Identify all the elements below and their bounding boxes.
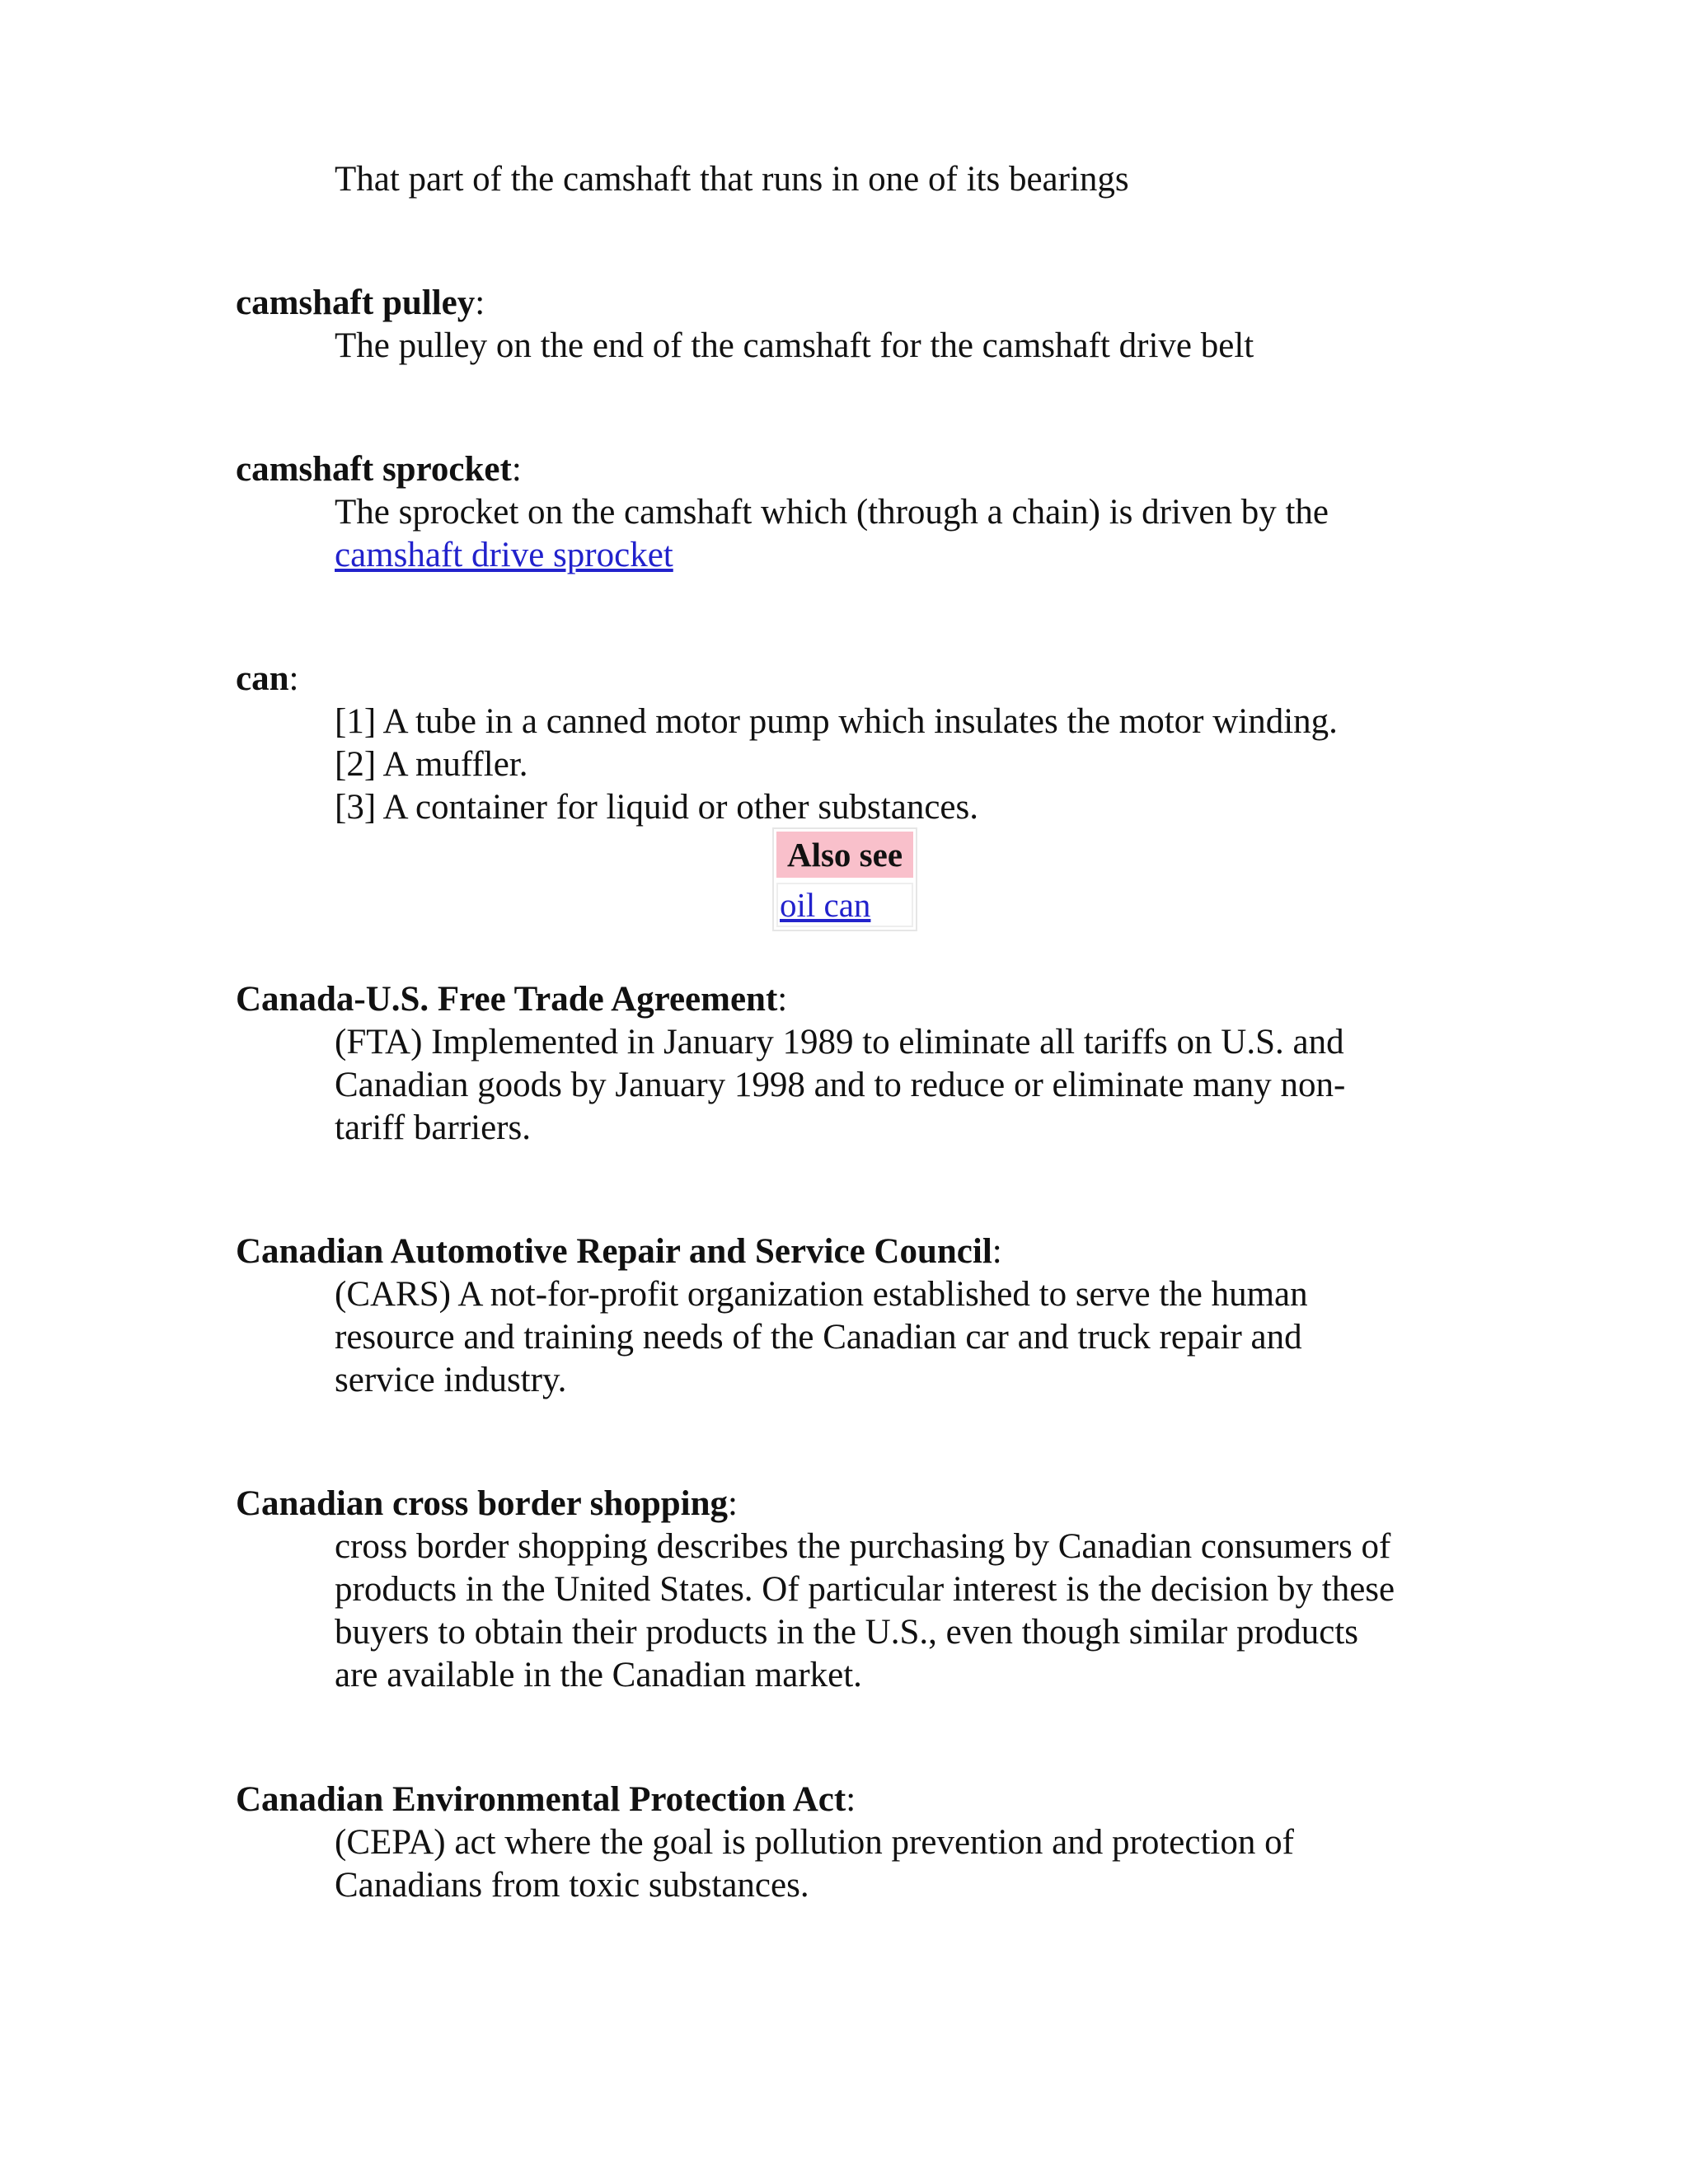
- term-label: Canadian Automotive Repair and Service Council: [236, 1232, 992, 1271]
- definition-line: The sprocket on the camshaft which (through a chain) is driven by the: [335, 493, 1329, 532]
- term-label: camshaft pulley: [236, 284, 476, 322]
- definition-line: buyers to obtain their products in the U.S., even though similar products: [335, 1613, 1359, 1652]
- also-see-table: [772, 827, 917, 931]
- definition-line: [3] A container for liquid or other substances.: [335, 788, 978, 827]
- term-heading: [236, 282, 1472, 325]
- definition-line: tariff barriers.: [335, 1108, 531, 1147]
- definition-line: [335, 534, 1472, 577]
- term-heading: [236, 978, 1472, 1021]
- definition-line: The pulley on the end of the camshaft for the camshaft drive belt: [335, 326, 1254, 365]
- glossary-entry-canada-us-fta: [236, 978, 1472, 1150]
- definition-line: [1] A tube in a canned motor pump which insulates the motor winding.: [335, 702, 1338, 741]
- term-colon: :: [288, 659, 299, 698]
- term-heading: [236, 1779, 1472, 1821]
- term-colon: :: [846, 1780, 856, 1819]
- glossary-entry-continuation: [236, 158, 1472, 201]
- definition: [335, 491, 1472, 577]
- term-label: Canada-U.S. Free Trade Agreement: [236, 980, 778, 1019]
- term-heading: [236, 448, 1472, 491]
- definition-line: cross border shopping describes the purchasing by Canadian consumers of: [335, 1527, 1391, 1566]
- term-label: camshaft sprocket: [236, 450, 512, 489]
- definition: [335, 1526, 1472, 1697]
- term-colon: :: [992, 1232, 1002, 1271]
- definition: [335, 1021, 1472, 1150]
- definition-line: Canadians from toxic substances.: [335, 1866, 809, 1905]
- definition: [335, 1273, 1472, 1402]
- term-colon: :: [475, 284, 485, 322]
- term-colon: :: [777, 980, 788, 1019]
- glossary-entry-cross-border-shopping: [236, 1483, 1472, 1697]
- definition-line: [2] A muffler.: [335, 745, 528, 784]
- definition-line: (CARS) A not-for-profit organization established to serve the human: [335, 1275, 1308, 1314]
- glossary-entry-can: [236, 658, 1472, 829]
- definition-line: Canadian goods by January 1998 and to reduce or eliminate many non-: [335, 1066, 1346, 1104]
- definition-line: products in the United States. Of particular interest is the decision by these: [335, 1570, 1395, 1609]
- definition-line: service industry.: [335, 1361, 567, 1399]
- term-label: Canadian cross border shopping: [236, 1484, 729, 1523]
- term-label: can: [236, 659, 289, 698]
- definition: [335, 1821, 1472, 1907]
- term-label: Canadian Environmental Protection Act: [236, 1780, 846, 1819]
- term-heading: [236, 1230, 1472, 1273]
- glossary-entry-cepa: [236, 1779, 1472, 1907]
- term-colon: :: [728, 1484, 738, 1523]
- definition-line: That part of the camshaft that runs in one of its bearings: [335, 160, 1129, 199]
- also-see-cell: [776, 883, 913, 927]
- definition-line: (CEPA) act where the goal is pollution prevention and protection of: [335, 1823, 1294, 1862]
- camshaft-drive-sprocket-link[interactable]: camshaft drive sprocket: [335, 536, 673, 574]
- term-heading: [236, 658, 1472, 701]
- definition-line: (FTA) Implemented in January 1989 to eliminate all tariffs on U.S. and: [335, 1023, 1344, 1062]
- definition-line: resource and training needs of the Canadian car and truck repair and: [335, 1318, 1302, 1357]
- glossary-entry-camshaft-sprocket: [236, 448, 1472, 577]
- definition: [335, 325, 1472, 368]
- also-see-header: Also see: [776, 832, 913, 878]
- definition-line: are available in the Canadian market.: [335, 1656, 862, 1694]
- glossary-entry-camshaft-pulley: [236, 282, 1472, 368]
- definition: [335, 701, 1472, 829]
- oil-can-link[interactable]: oil can: [780, 886, 871, 924]
- definition: [335, 158, 1472, 201]
- term-colon: :: [511, 450, 522, 489]
- term-heading: [236, 1483, 1472, 1526]
- glossary-entry-cars: [236, 1230, 1472, 1402]
